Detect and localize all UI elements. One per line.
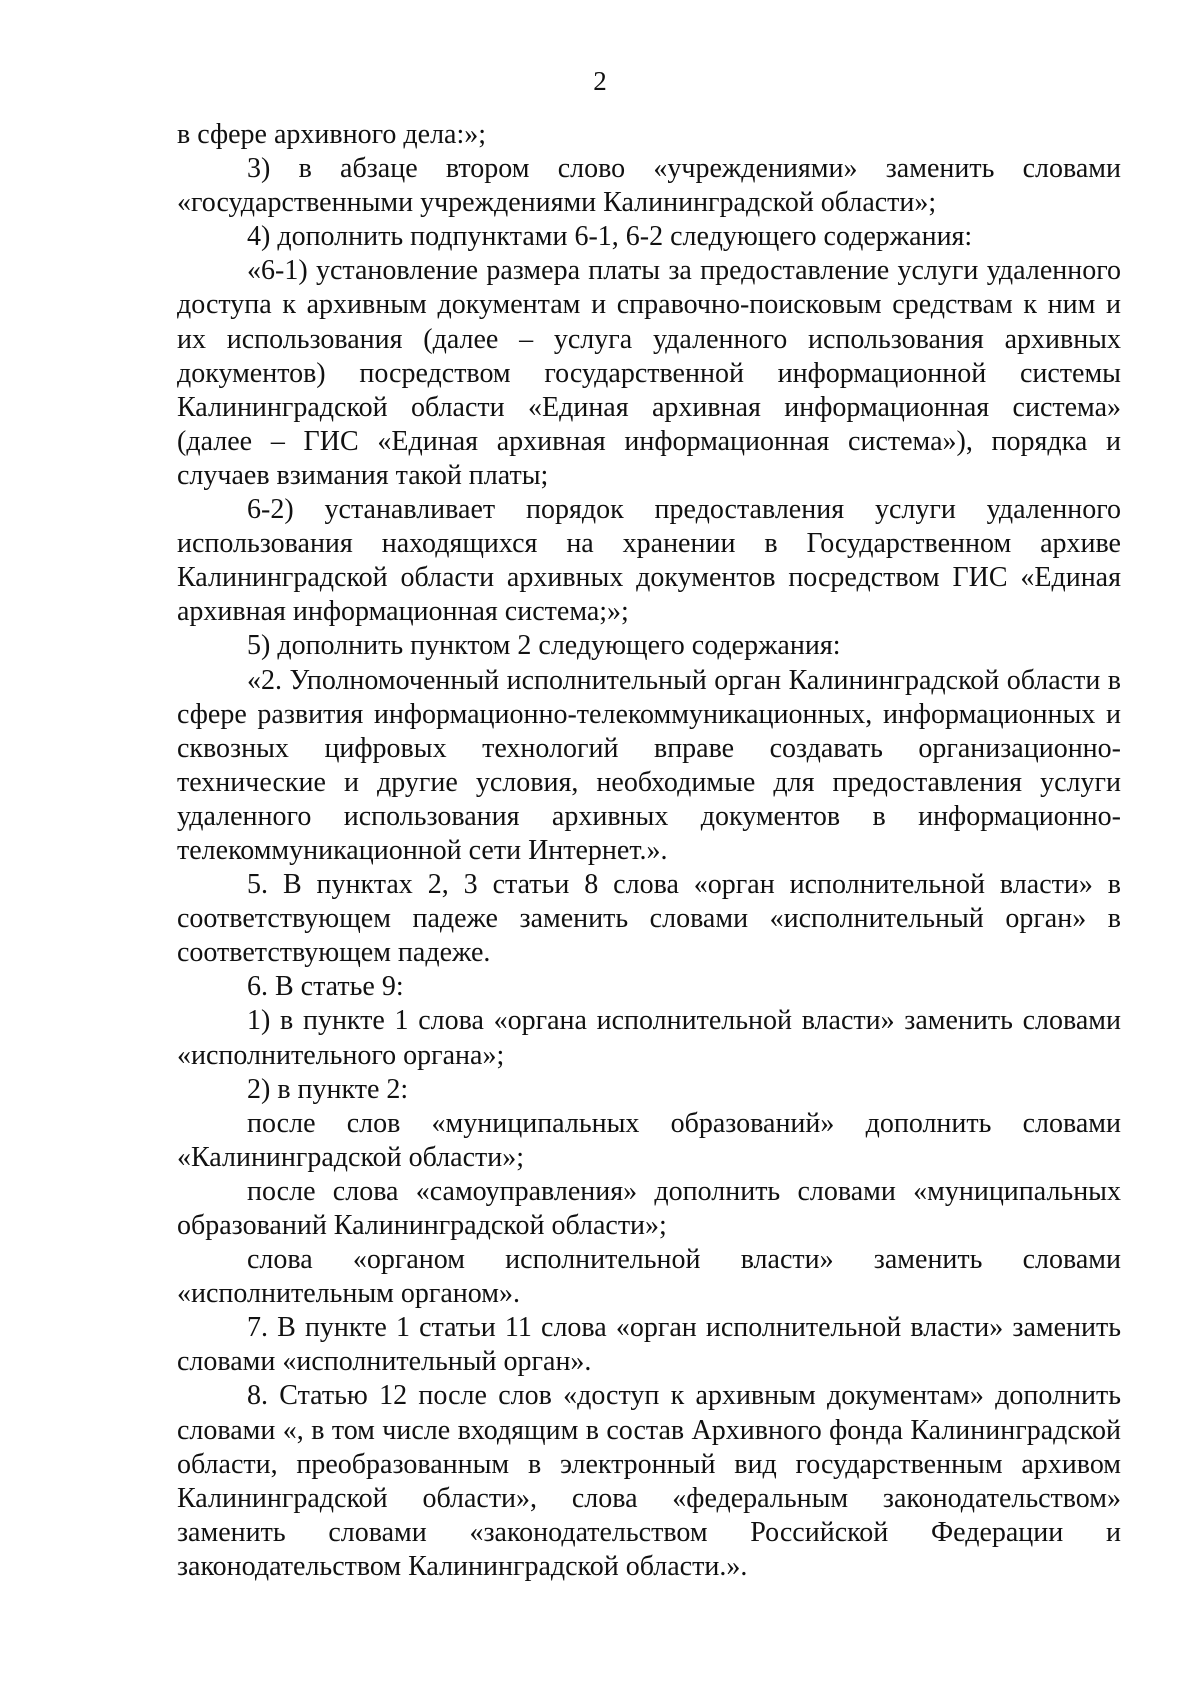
paragraph-16: 8. Статью 12 после слов «доступ к архивным документам» дополнить словами «, в том числе входящим в состав Архивного фонда Калининградской области, преобразованным в электронный вид государственным архивом Калининградской области», слова «федеральным законодательством» заменить словами «законодательством Российской Федерации и законодательством Калининградской области.». (177, 1380, 1121, 1582)
paragraph-13: после слова «самоуправления» дополнить словами «муниципальных образований Калининградской области»; (177, 1175, 1121, 1241)
paragraph-12: после слов «муниципальных образований» дополнить словами «Калининградской области»; (177, 1107, 1121, 1173)
paragraph-8: 5. В пунктах 2, 3 статьи 8 слова «орган исполнительной власти» в соответствующем падеже заменить словами «исполнительный орган» в соответствующем падеже. (177, 869, 1121, 969)
paragraph-3: 4) дополнить подпунктами 6-1, 6-2 следующего содержания: (247, 221, 973, 253)
paragraph-6: 5) дополнить пунктом 2 следующего содержания: (247, 630, 841, 662)
paragraph-5: 6-2) устанавливает порядок предоставления услуги удаленного использования находящихся на хранении в Государственном архиве Калининградской области архивных документов посредством ГИС «Единая архивная информационная система;»; (177, 494, 1121, 628)
paragraph-4: «6-1) установление размера платы за предоставление услуги удаленного доступа к архивным документам и справочно-поисковым средствам к ним и их использования (далее – услуга удаленного использования архивных документов) посредством государственной информационной системы Калининградской области «Единая архивная информационная система» (далее – ГИС «Единая архивная информационная система»), порядка и случаев взимания такой платы; (177, 255, 1121, 491)
page-number: 2 (593, 66, 607, 96)
paragraph-1: в сфере архивного дела:»; (177, 119, 487, 150)
paragraph-14: слова «органом исполнительной власти» заменить словами «исполнительным органом». (177, 1244, 1121, 1310)
paragraph-2: 3) в абзаце втором слово «учреждениями» заменить словами «государственными учреждениями Калининградской области»; (177, 153, 1121, 219)
paragraph-11: 2) в пункте 2: (247, 1073, 409, 1105)
document-body (177, 118, 1121, 1584)
paragraph-7: «2. Уполномоченный исполнительный орган Калининградской области в сфере развития информационно-телекоммуникационных, информационных и сквозных цифровых технологий вправе создавать организационно-технические и другие условия, необходимые для предоставления услуги удаленного использования архивных документов в информационно-телекоммуникационной сети Интернет.». (177, 664, 1121, 866)
paragraph-15: 7. В пункте 1 статьи 11 слова «орган исполнительной власти» заменить словами «исполнительный орган». (177, 1312, 1121, 1378)
paragraph-9: 6. В статье 9: (247, 971, 404, 1003)
paragraph-10: 1) в пункте 1 слова «органа исполнительной власти» заменить словами «исполнительного органа»; (177, 1005, 1121, 1071)
